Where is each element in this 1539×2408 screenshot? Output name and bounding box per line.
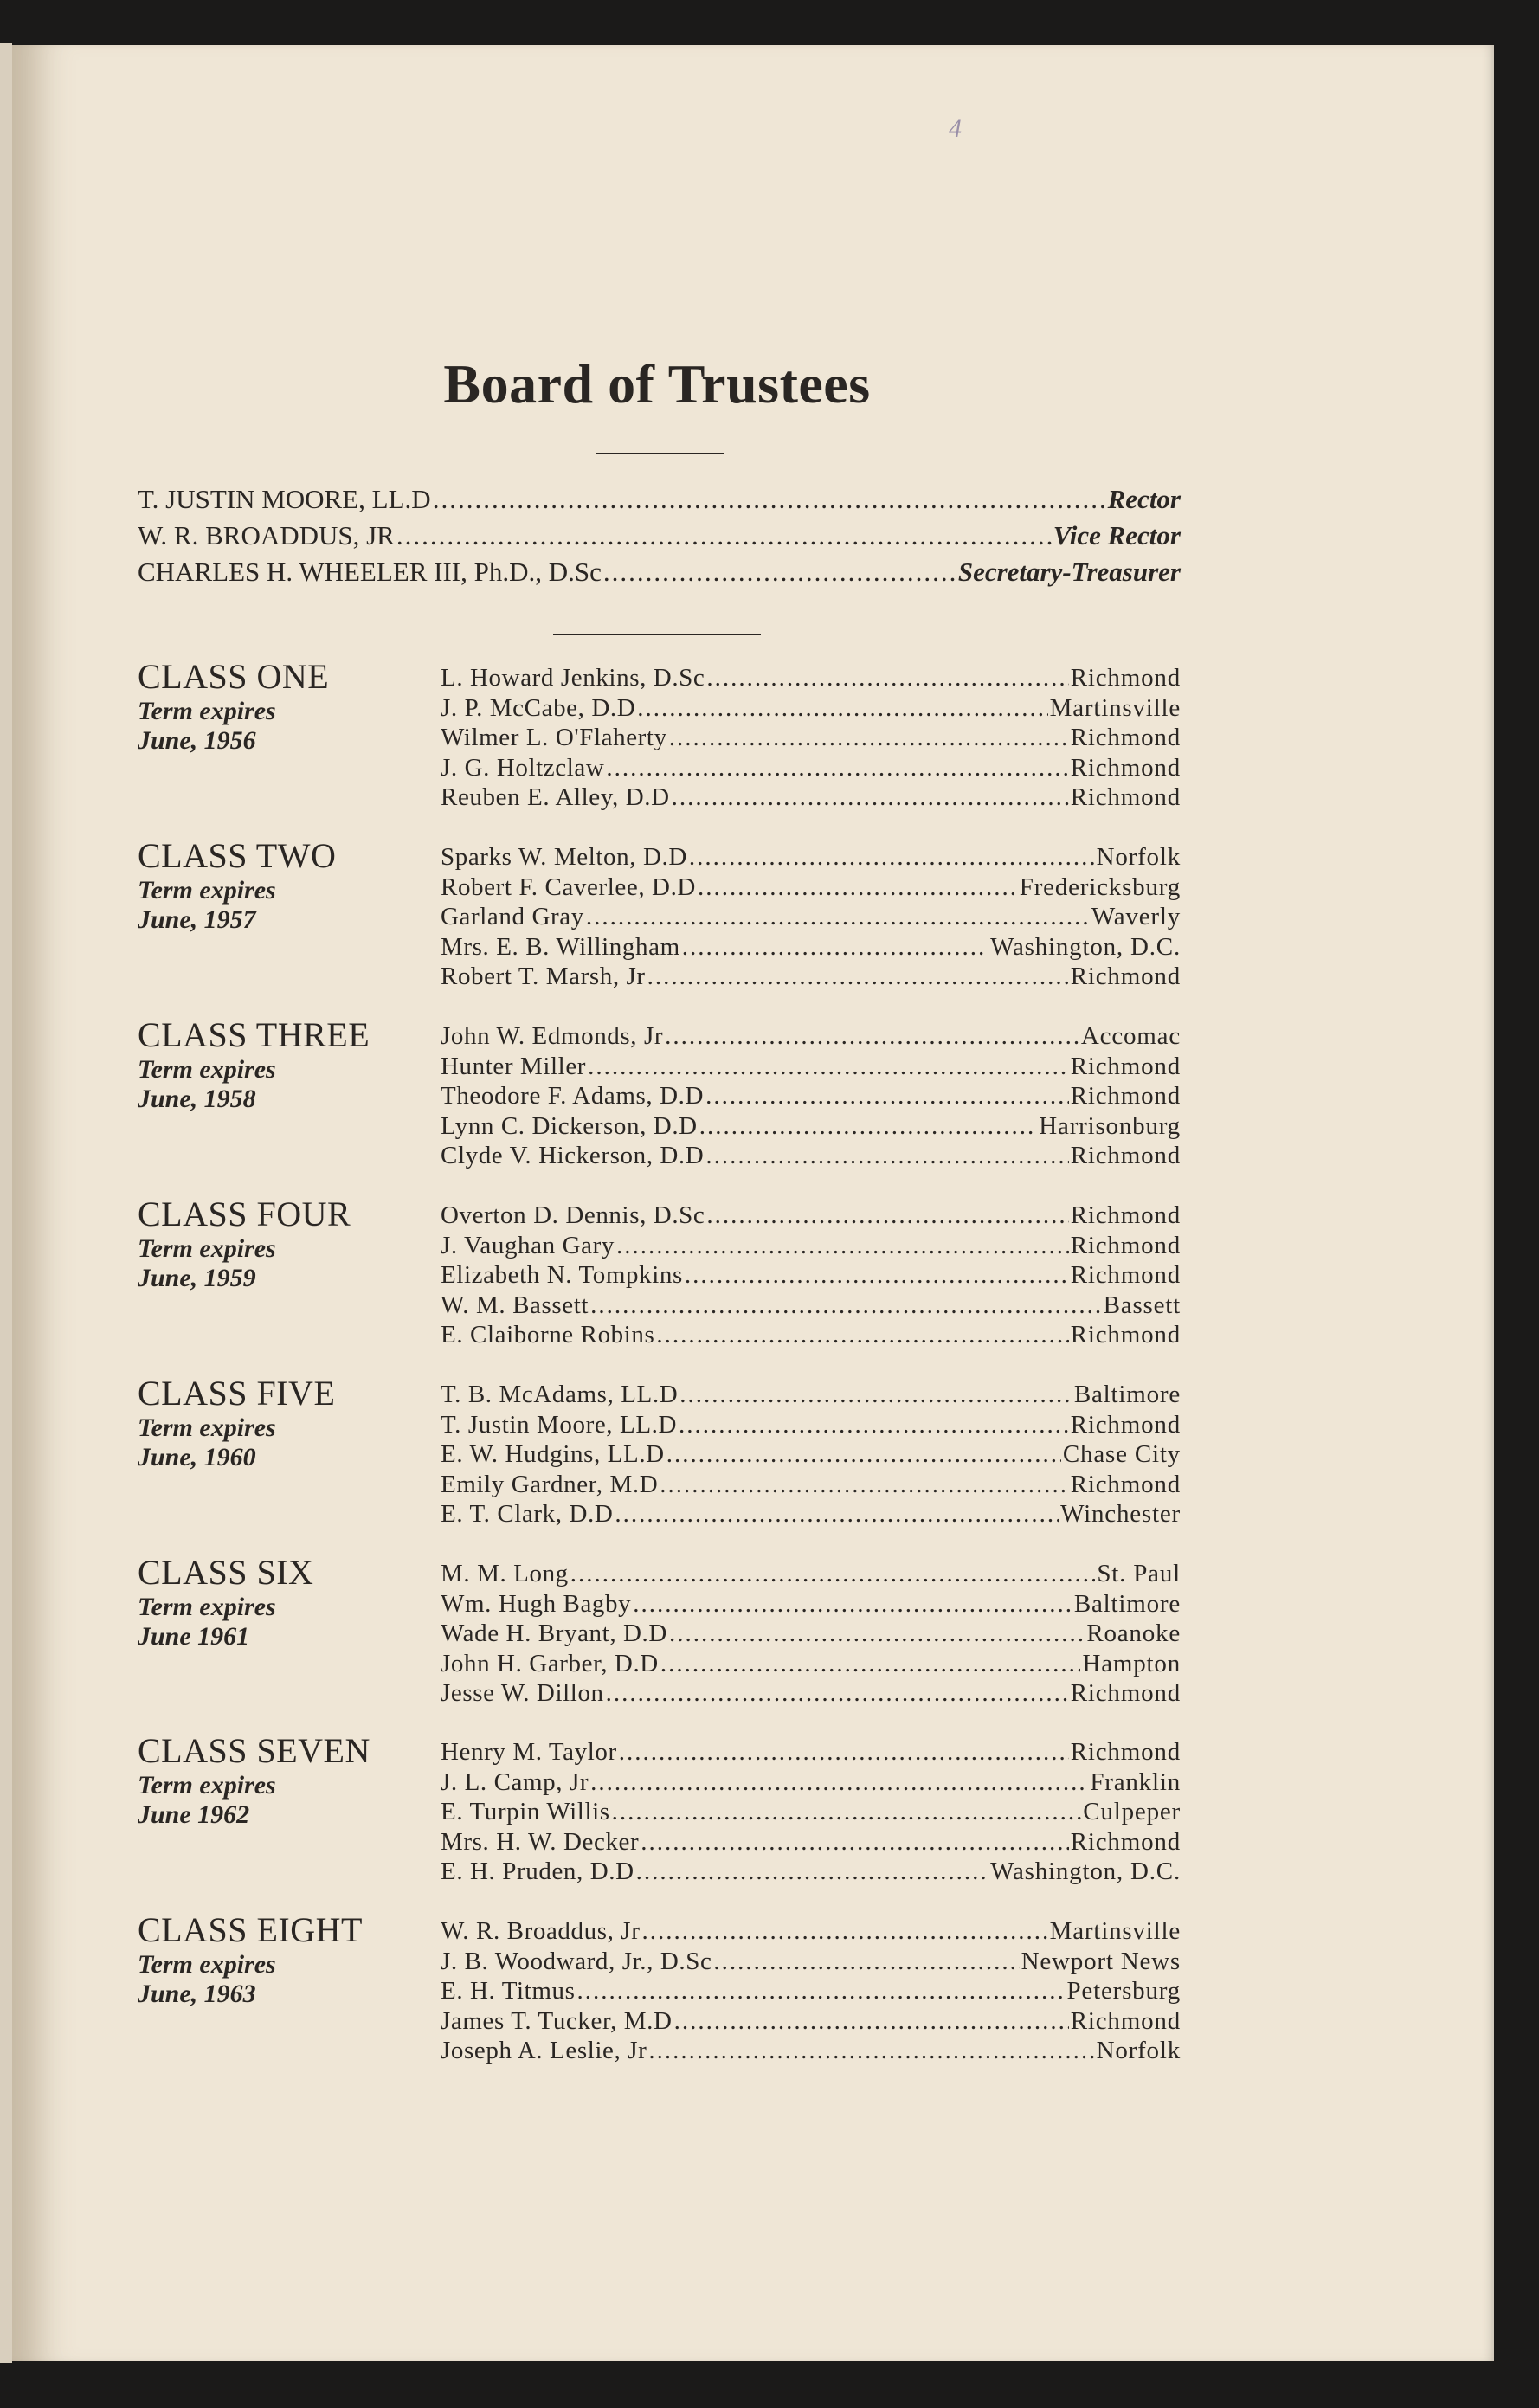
term-expires-label: Term expires [138, 1413, 276, 1442]
dot-leader [647, 963, 1069, 991]
member-row [441, 1381, 1181, 1411]
class-label [138, 1194, 436, 1293]
member-city: Chase City [1062, 1440, 1181, 1468]
member-city: Richmond [1070, 963, 1181, 990]
dot-leader [665, 1022, 1079, 1051]
member-name: J. Vaughan Gary [441, 1231, 615, 1259]
class-label [138, 1374, 436, 1472]
member-name: Overton D. Dennis, D.Sc [441, 1201, 705, 1229]
member-city: Franklin [1090, 1767, 1181, 1796]
class-label [138, 1015, 436, 1114]
member-name: Emily Gardner, M.D [441, 1470, 659, 1498]
member-row [441, 1411, 1181, 1441]
member-city: Richmond [1070, 1679, 1181, 1707]
officer-row [138, 557, 1181, 593]
term-expires-date: June, 1958 [138, 1085, 256, 1113]
dot-leader [705, 1082, 1069, 1111]
member-name: Henry M. Taylor [441, 1738, 617, 1766]
page-title: Board of Trustees [443, 353, 871, 415]
member-name: W. M. Bassett [441, 1291, 589, 1319]
member-list [441, 1022, 1181, 1172]
member-row [441, 1232, 1181, 1262]
member-row [441, 1768, 1181, 1799]
term-expires-date: June, 1960 [138, 1443, 256, 1471]
member-city: Richmond [1070, 1321, 1181, 1349]
term-expires-label: Term expires [138, 1234, 276, 1263]
dot-leader [633, 1590, 1072, 1619]
member-city: Richmond [1070, 1738, 1181, 1766]
term-expires-label: Term expires [138, 876, 276, 905]
member-city: Norfolk [1096, 2037, 1181, 2064]
dot-leader [666, 1440, 1061, 1469]
member-name: T. B. McAdams, LL.D [441, 1381, 679, 1408]
member-name: W. R. Broaddus, Jr [441, 1917, 641, 1945]
dot-leader [606, 754, 1068, 782]
dot-leader [570, 1560, 1096, 1588]
member-name: J. P. McCabe, D.D [441, 693, 636, 722]
member-city: Accomac [1080, 1022, 1181, 1050]
dot-leader [698, 873, 1018, 902]
member-name: L. Howard Jenkins, D.Sc [441, 664, 705, 692]
member-city: Richmond [1070, 724, 1181, 751]
member-city: Petersburg [1066, 1977, 1181, 2005]
member-list [441, 664, 1181, 814]
dot-leader [590, 1291, 1102, 1320]
dot-leader [606, 1679, 1069, 1708]
dot-leader [641, 1917, 1047, 1946]
member-name: J. B. Woodward, Jr., D.Sc [441, 1947, 712, 1975]
handwritten-page-number: 4 [949, 114, 962, 143]
class-label [138, 657, 436, 756]
member-name: Wm. Hugh Bagby [441, 1589, 632, 1618]
term-expires-date: June 1962 [138, 1800, 250, 1829]
term-expires-date: June, 1959 [138, 1264, 256, 1292]
member-name: E. W. Hudgins, LL.D [441, 1440, 665, 1468]
member-city: Richmond [1070, 1410, 1181, 1439]
member-name: Robert T. Marsh, Jr [441, 963, 646, 990]
class-name: CLASS EIGHT [138, 1910, 363, 1949]
member-name: Mrs. H. W. Decker [441, 1827, 640, 1856]
member-row [441, 1858, 1181, 1888]
member-row [441, 1679, 1181, 1709]
member-name: John W. Edmonds, Jr [441, 1022, 664, 1050]
title-divider [596, 453, 724, 454]
dot-leader [660, 1650, 1081, 1678]
officer-name: CHARLES H. WHEELER III, Ph.D., D.Sc [138, 557, 602, 587]
member-city: Martinsville [1049, 693, 1181, 722]
class-name: CLASS ONE [138, 657, 330, 696]
dot-leader [603, 557, 956, 588]
term-expires-date: June, 1963 [138, 1980, 256, 2008]
term-expires-label: Term expires [138, 1771, 276, 1800]
dot-leader [433, 484, 1106, 515]
member-city: Richmond [1070, 1201, 1181, 1229]
member-name: Clyde V. Hickerson, D.D [441, 1142, 705, 1169]
member-row [441, 1471, 1181, 1501]
dot-leader [669, 1619, 1085, 1648]
member-row [441, 903, 1181, 933]
member-list [441, 1560, 1181, 1709]
dot-leader [674, 2007, 1069, 2036]
dot-leader [637, 694, 1047, 723]
member-name: J. G. Holtzclaw [441, 753, 605, 782]
member-city: Washington, D.C. [990, 932, 1181, 961]
term-expires-date: June, 1957 [138, 905, 256, 934]
member-row [441, 754, 1181, 784]
officer-name: W. R. BROADDUS, JR [138, 520, 395, 550]
officer-role: Vice Rector [1053, 520, 1181, 550]
member-city: Richmond [1070, 1231, 1181, 1259]
officers-divider [553, 634, 761, 635]
member-name: Jesse W. Dillon [441, 1679, 604, 1707]
member-city: Richmond [1070, 753, 1181, 782]
member-name: E. H. Titmus [441, 1977, 576, 2005]
class-name: CLASS TWO [138, 836, 337, 875]
member-name: Wilmer L. O'Flaherty [441, 724, 667, 751]
dot-leader [699, 1112, 1038, 1141]
member-name: James T. Tucker, M.D [441, 2006, 673, 2035]
member-list [441, 843, 1181, 993]
class-name: CLASS FOUR [138, 1194, 351, 1233]
officer-row [138, 520, 1181, 557]
member-name: T. Justin Moore, LL.D [441, 1410, 678, 1439]
member-city: Richmond [1070, 783, 1181, 811]
dot-leader [590, 1768, 1088, 1797]
member-name: Hunter Miller [441, 1052, 587, 1080]
member-row [441, 1828, 1181, 1858]
member-name: Elizabeth N. Tompkins [441, 1261, 683, 1289]
member-row [441, 1619, 1181, 1650]
class-name: CLASS SEVEN [138, 1731, 370, 1770]
officer-row [138, 484, 1181, 520]
member-row [441, 1022, 1181, 1053]
dot-leader [577, 1977, 1066, 2006]
dot-leader [679, 1411, 1069, 1439]
officer-role: Rector [1107, 484, 1181, 514]
class-label [138, 1910, 436, 2009]
member-city: Richmond [1070, 1470, 1181, 1498]
member-name: Theodore F. Adams, D.D [441, 1082, 705, 1110]
member-city: Norfolk [1096, 843, 1181, 871]
dot-leader [672, 783, 1069, 812]
term-expires-date: June 1961 [138, 1622, 250, 1651]
member-row [441, 1650, 1181, 1680]
dot-leader [616, 1232, 1069, 1260]
member-name: Robert F. Caverlee, D.D [441, 872, 696, 901]
member-row [441, 664, 1181, 694]
member-row [441, 694, 1181, 724]
document-page [12, 45, 1494, 2361]
member-name: E. Turpin Willis [441, 1798, 610, 1825]
dot-leader [636, 1858, 988, 1886]
member-list [441, 1917, 1181, 2067]
member-city: Winchester [1060, 1500, 1181, 1528]
member-city: Martinsville [1049, 1917, 1181, 1945]
member-city: Fredericksburg [1019, 872, 1181, 901]
member-city: Hampton [1082, 1649, 1181, 1677]
member-city: St. Paul [1097, 1560, 1181, 1587]
member-name: E. H. Pruden, D.D [441, 1858, 634, 1885]
member-list [441, 1201, 1181, 1351]
member-city: Newport News [1021, 1947, 1181, 1975]
dot-leader [682, 933, 988, 962]
class-name: CLASS SIX [138, 1553, 314, 1592]
member-row [441, 1321, 1181, 1351]
member-list [441, 1381, 1181, 1530]
dot-leader [706, 664, 1068, 692]
member-city: Richmond [1070, 1142, 1181, 1169]
member-row [441, 1201, 1181, 1232]
member-name: Mrs. E. B. Willingham [441, 932, 680, 961]
dot-leader [648, 2037, 1094, 2065]
member-name: Sparks W. Melton, D.D [441, 843, 687, 871]
member-row [441, 1977, 1181, 2007]
member-row [441, 933, 1181, 963]
member-city: Richmond [1070, 1052, 1181, 1080]
class-label [138, 1731, 436, 1830]
member-name: Lynn C. Dickerson, D.D [441, 1111, 698, 1140]
member-name: Wade H. Bryant, D.D [441, 1619, 667, 1647]
dot-leader [706, 1201, 1068, 1230]
member-row [441, 1500, 1181, 1530]
member-row [441, 1440, 1181, 1471]
member-city: Baltimore [1073, 1381, 1181, 1408]
member-row [441, 1082, 1181, 1112]
member-row [441, 783, 1181, 814]
member-city: Culpeper [1083, 1798, 1181, 1825]
member-name: John H. Garber, D.D [441, 1649, 659, 1677]
member-row [441, 2037, 1181, 2067]
dot-leader [689, 843, 1095, 872]
officer-role: Secretary-Treasurer [957, 557, 1181, 587]
member-city: Richmond [1070, 664, 1181, 692]
dot-leader [660, 1471, 1069, 1499]
member-row [441, 1560, 1181, 1590]
member-row [441, 1112, 1181, 1143]
dot-leader [669, 724, 1069, 752]
dot-leader [685, 1261, 1069, 1290]
page-left-edge [0, 43, 12, 2363]
member-name: Garland Gray [441, 903, 584, 930]
dot-leader [705, 1142, 1068, 1170]
member-city: Roanoke [1086, 1619, 1181, 1647]
dot-leader [586, 903, 1090, 931]
member-list [441, 1738, 1181, 1888]
dot-leader [641, 1828, 1068, 1857]
member-row [441, 873, 1181, 904]
class-name: CLASS THREE [138, 1015, 370, 1054]
term-expires-label: Term expires [138, 1593, 276, 1621]
dot-leader [679, 1381, 1072, 1409]
member-city: Waverly [1091, 903, 1181, 930]
dot-leader [588, 1053, 1069, 1081]
member-row [441, 1261, 1181, 1291]
term-expires-label: Term expires [138, 697, 276, 725]
dot-leader [619, 1738, 1069, 1767]
term-expires-date: June, 1956 [138, 726, 256, 755]
member-name: Joseph A. Leslie, Jr [441, 2037, 647, 2064]
dot-leader [396, 520, 1052, 551]
member-city: Baltimore [1073, 1589, 1181, 1618]
member-row [441, 1738, 1181, 1768]
member-city: Richmond [1070, 1827, 1181, 1856]
class-label [138, 836, 436, 935]
dot-leader [656, 1321, 1068, 1349]
officers-list [138, 484, 1181, 593]
member-row [441, 1917, 1181, 1948]
member-name: Reuben E. Alley, D.D [441, 783, 670, 811]
member-city: Washington, D.C. [990, 1858, 1181, 1885]
member-name: M. M. Long [441, 1560, 569, 1587]
member-name: E. T. Clark, D.D [441, 1500, 614, 1528]
member-row [441, 843, 1181, 873]
term-expires-label: Term expires [138, 1950, 276, 1979]
member-row [441, 1291, 1181, 1322]
member-city: Richmond [1070, 1082, 1181, 1110]
class-label [138, 1553, 436, 1651]
member-row [441, 724, 1181, 754]
member-row [441, 2007, 1181, 2038]
member-row [441, 1053, 1181, 1083]
member-row [441, 1948, 1181, 1978]
officer-name: T. JUSTIN MOORE, LL.D [138, 484, 431, 514]
class-name: CLASS FIVE [138, 1374, 336, 1413]
member-city: Richmond [1070, 2006, 1181, 2035]
member-city: Harrisonburg [1039, 1111, 1181, 1140]
member-row [441, 963, 1181, 993]
member-name: E. Claiborne Robins [441, 1321, 655, 1349]
member-row [441, 1142, 1181, 1172]
dot-leader [612, 1798, 1082, 1826]
dot-leader [615, 1500, 1059, 1529]
member-city: Richmond [1070, 1261, 1181, 1289]
member-row [441, 1798, 1181, 1828]
member-name: J. L. Camp, Jr [441, 1767, 589, 1796]
member-city: Bassett [1103, 1291, 1181, 1319]
term-expires-label: Term expires [138, 1055, 276, 1084]
dot-leader [713, 1948, 1019, 1976]
member-row [441, 1590, 1181, 1620]
